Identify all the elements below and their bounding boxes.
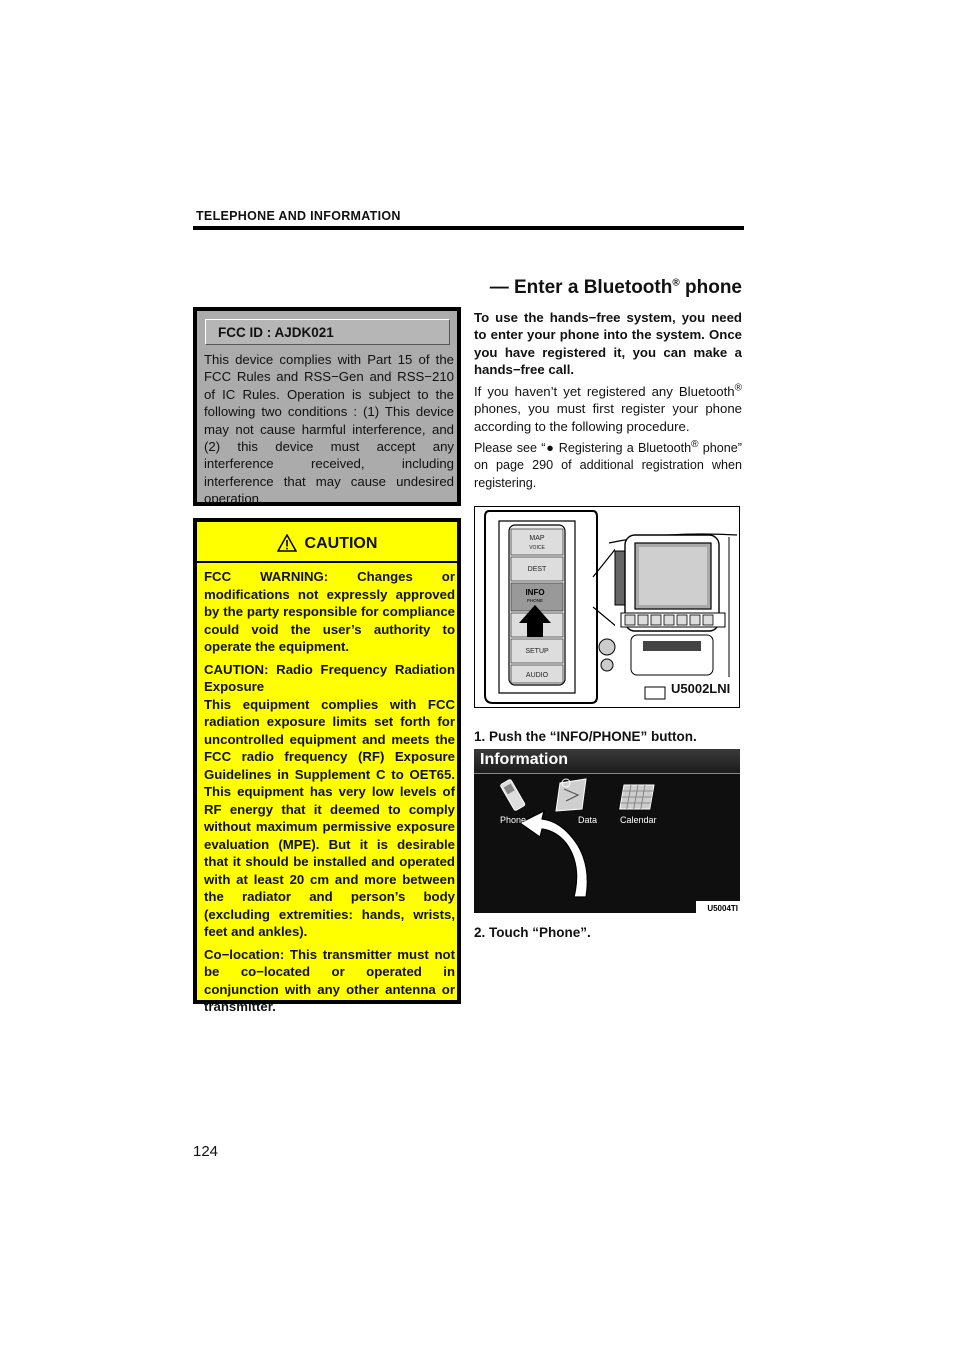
registered-mark: ® — [691, 438, 699, 450]
data-item[interactable]: Data — [578, 815, 598, 825]
warning-triangle-icon — [277, 534, 297, 552]
calendar-icon — [620, 785, 654, 809]
phone-icon — [500, 779, 525, 811]
step-2: 2. Touch “Phone”. — [474, 925, 591, 940]
intro-p3-a: Please see “ — [474, 441, 546, 456]
voice-button-label: VOICE — [529, 545, 545, 551]
info-button-label: INFO — [525, 588, 545, 597]
page-title — [480, 277, 742, 299]
fcc-body: This device complies with Part 15 of the FCC Rules and RSS−Gen and RSS−210 of IC Rules. Operation is subject to the following two conditions : (1) This device may not cause harmful interference, and (2) this device must accept any interference received, including interference that may cause undesired operation. — [204, 352, 454, 507]
caution-divider — [197, 561, 457, 563]
registered-mark: ® — [672, 277, 680, 289]
phone-item[interactable]: Phone — [500, 815, 527, 825]
phone-button-label: PHONE — [526, 598, 544, 603]
audio-button-label: AUDIO — [525, 672, 549, 679]
map-button-label: MAP — [529, 535, 545, 542]
caution-paragraph-3: Co−location: This transmitter must not be co−located or operated in conjunction with any other antenna or transmitter. — [204, 946, 455, 1014]
caution-paragraph-2: CAUTION: Radio Frequency Radiation Exposure This equipment complies with FCC radiation exposure limits set forth for uncontrolled equipment and meets the FCC radio frequency (RF) Exposure Guidelines in Supplement C to OET65. This equipment has very low levels of RF energy that it deemed to comply without maximum permissive exposure evaluation (MPE). But it is desirable that it should be installed and operated with at least 20 cm and more between the radiator and person’s body (excluding extremities: hands, wrists, feet and ankles). — [204, 661, 455, 939]
intro-p3-b: Registering a Bluetooth — [554, 441, 692, 456]
title-suffix: phone — [679, 277, 742, 298]
intro-paragraph-3 — [474, 440, 742, 492]
caution-body — [204, 568, 455, 1021]
page-number: 124 — [193, 1143, 219, 1160]
intro-bold-paragraph: To use the hands−free system, you need to enter your phone into the system. Once you have registered it, you can make a hands−free call. — [474, 310, 742, 377]
dest-button-label: DEST — [527, 566, 547, 573]
screen-title: Information — [480, 751, 568, 768]
header-rule — [193, 226, 744, 230]
figure-code: U5004TI — [707, 904, 738, 913]
caution-label: CAUTION — [304, 535, 378, 552]
title-prefix: — Enter a Bluetooth — [489, 277, 673, 298]
intro-p2-a: If you haven’t yet registered any Bluetooth — [474, 384, 735, 400]
intro-p2-b: phones, you must first register your phone according to the following procedure. — [474, 401, 742, 434]
data-icon — [556, 779, 586, 811]
section-header: TELEPHONE AND INFORMATION — [196, 209, 401, 223]
bullet-icon: ● — [545, 441, 555, 456]
step-1: 1. Push the “INFO/PHONE” button. — [474, 729, 697, 744]
information-screen-illustration — [474, 749, 740, 913]
fcc-notice-box — [193, 307, 461, 506]
intro-paragraph-2 — [474, 383, 742, 435]
setup-button-label: SETUP — [525, 648, 549, 655]
dashboard-illustration — [475, 507, 739, 707]
registered-mark: ® — [734, 382, 742, 394]
information-screen-figure — [474, 749, 740, 913]
caution-heading — [197, 530, 457, 558]
fcc-title: FCC ID : AJDK021 — [205, 319, 450, 345]
intro-p3-c: phone” on page 290 of additional registration when registering. — [474, 441, 742, 490]
figure-code: U5002LNI — [671, 681, 731, 696]
caution-paragraph-1: FCC WARNING: Changes or modifications not expressly approved by the party responsible for compliance could void the user’s authority to operate the equipment. — [204, 569, 455, 654]
calendar-item[interactable]: Calendar — [620, 815, 657, 825]
dashboard-figure — [474, 506, 740, 708]
intro-text — [474, 309, 742, 497]
caution-box — [193, 518, 461, 1014]
